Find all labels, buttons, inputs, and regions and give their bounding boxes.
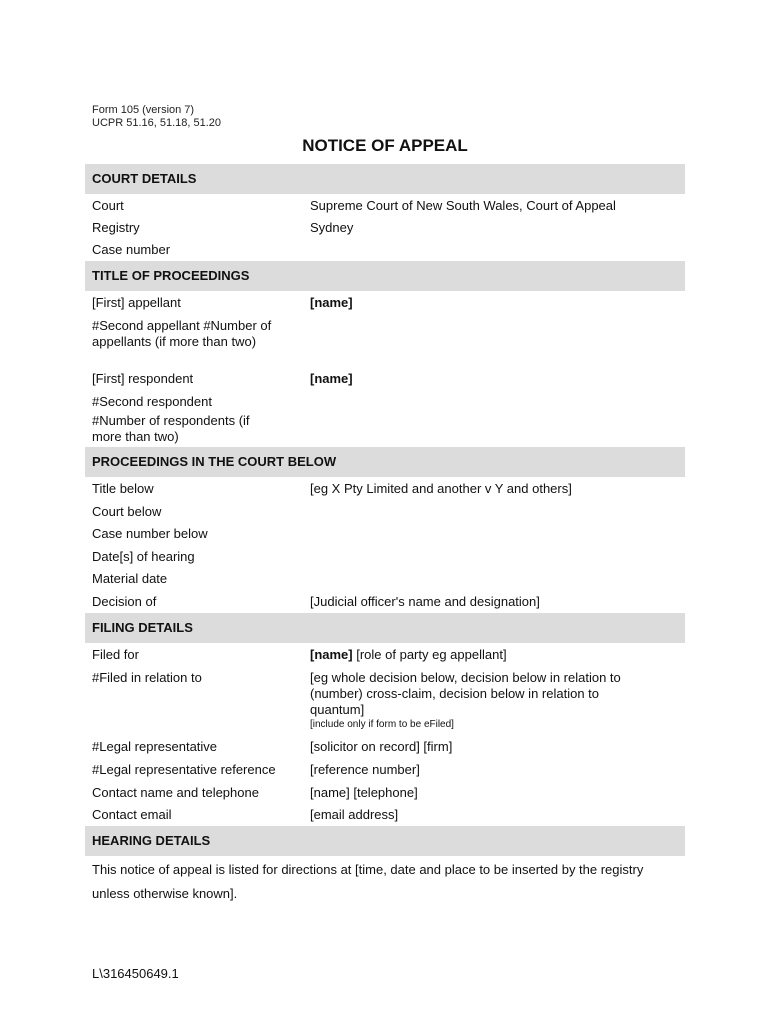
number-respondents-label: #Number of respondents (if more than two) (92, 413, 250, 444)
legal-rep-ref-label: #Legal representative reference (92, 762, 276, 777)
hearing-text: This notice of appeal is listed for directions at [time, date and place to be inserted by the registry unless otherwise known]. (92, 862, 644, 901)
efiled-note: [include only if form to be eFiled] (310, 719, 454, 730)
dates-of-hearing-label: Date[s] of hearing (92, 549, 195, 564)
filed-for-label: Filed for (92, 647, 139, 662)
registry-label: Registry (92, 220, 140, 235)
filed-for-role: [role of party eg appellant] (352, 647, 507, 662)
second-appellant-label: #Second appellant #Number of appellants (if more than two) (92, 318, 272, 349)
email-value: [email address] (310, 807, 399, 822)
first-respondent-value: [name] (310, 371, 353, 386)
legal-rep-value: [solicitor on record] [firm] (310, 739, 453, 754)
title-below-label: Title below (92, 481, 154, 496)
material-date-label: Material date (92, 571, 168, 586)
legal-rep-ref-value: [reference number] (310, 762, 420, 777)
court-label: Court (92, 198, 124, 213)
second-respondent-label: #Second respondent (92, 394, 212, 409)
section-court-below: PROCEEDINGS IN THE COURT BELOW (85, 447, 685, 477)
document-reference: L\316450649.1 (92, 966, 179, 981)
filed-in-relation-value: [eg whole decision below, decision below in relation to (number) cross-claim, decision below in relation to quantum] (310, 670, 621, 717)
section-court-details: COURT DETAILS (85, 164, 685, 194)
registry-value: Sydney (310, 220, 354, 235)
filed-in-relation-label: #Filed in relation to (92, 670, 202, 685)
legal-rep-label: #Legal representative (92, 739, 218, 754)
email-label: Contact email (92, 807, 172, 822)
form-rules: UCPR 51.16, 51.18, 51.20 (92, 117, 222, 129)
decision-of-value: [Judicial officer's name and designation] (310, 594, 540, 609)
court-below-label: Court below (92, 504, 162, 519)
first-appellant-label: [First] appellant (92, 295, 181, 310)
filed-for-name: [name] (310, 647, 353, 662)
court-value: Supreme Court of New South Wales, Court of Appeal (310, 198, 616, 213)
contact-label: Contact name and telephone (92, 785, 259, 800)
filed-for-value (310, 647, 675, 663)
section-title-of-proceedings: TITLE OF PROCEEDINGS (85, 261, 685, 291)
first-appellant-value: [name] (310, 295, 353, 310)
section-hearing-details: HEARING DETAILS (85, 826, 685, 856)
first-respondent-label: [First] respondent (92, 371, 194, 386)
case-number-label: Case number (92, 242, 171, 257)
decision-of-label: Decision of (92, 594, 157, 609)
page-title: NOTICE OF APPEAL (302, 136, 468, 155)
section-filing-details: FILING DETAILS (85, 613, 685, 643)
case-number-below-label: Case number below (92, 526, 208, 541)
form-id: Form 105 (version 7) (92, 104, 195, 116)
contact-value: [name] [telephone] (310, 785, 418, 800)
title-below-value: [eg X Pty Limited and another v Y and others] (310, 481, 572, 496)
